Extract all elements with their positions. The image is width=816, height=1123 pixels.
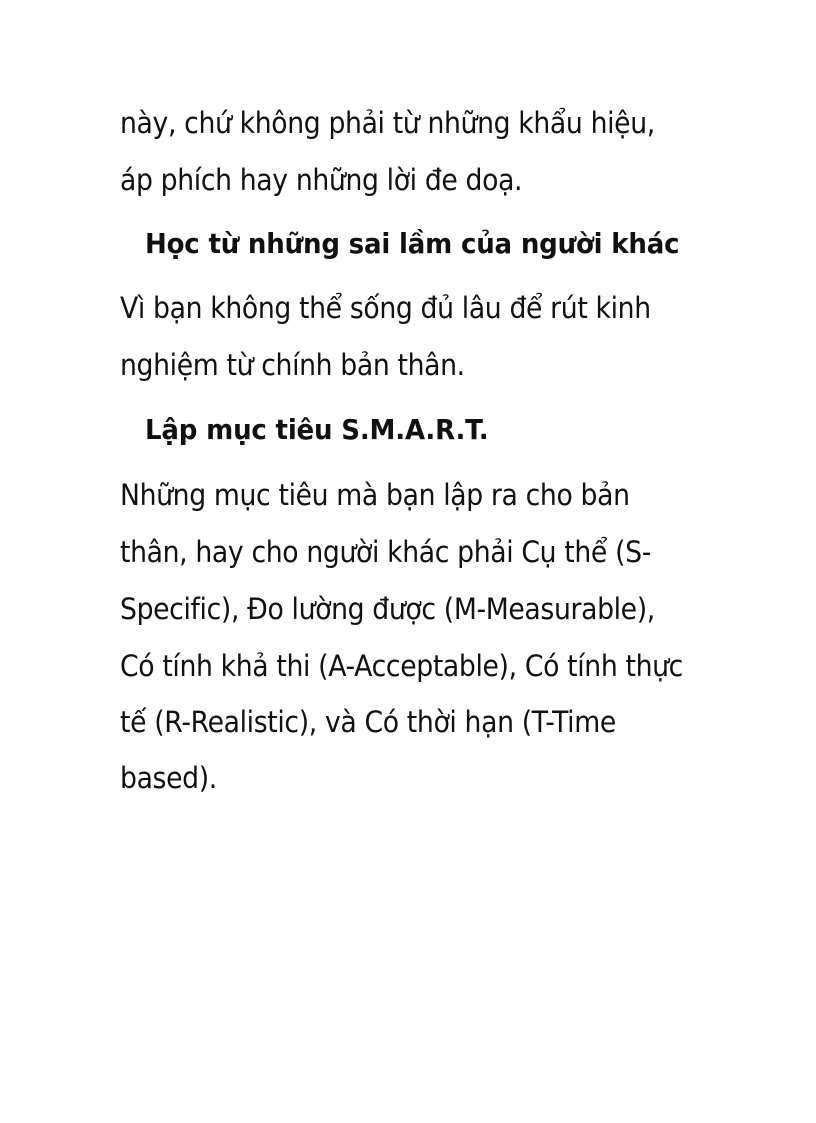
paragraph-line: này, chứ không phải từ những khẩu hiệu, [120, 106, 655, 140]
paragraph-line: Specific), Đo lường được (M-Measurable), [120, 592, 655, 626]
paragraph-line: thân, hay cho người khác phải Cụ thể (S- [120, 535, 651, 569]
paragraph-line: based). [120, 761, 217, 795]
paragraph-line: nghiệm từ chính bản thân. [120, 348, 465, 382]
paragraph-line: Có tính khả thi (A-Acceptable), Có tính thực [120, 649, 683, 683]
paragraph-line: tế (R-Realistic), và Có thời hạn (T-Time [120, 705, 616, 739]
paragraph-line: Những mục tiêu mà bạn lập ra cho bản [120, 478, 630, 512]
paragraph-line: áp phích hay những lời đe doạ. [120, 163, 523, 197]
section-heading-learn-from-mistakes: Học từ những sai lầm của người khác [145, 227, 680, 260]
paragraph-line: Vì bạn không thể sống đủ lâu để rút kinh [120, 291, 651, 325]
section-heading-smart-goals: Lập mục tiêu S.M.A.R.T. [145, 413, 489, 446]
